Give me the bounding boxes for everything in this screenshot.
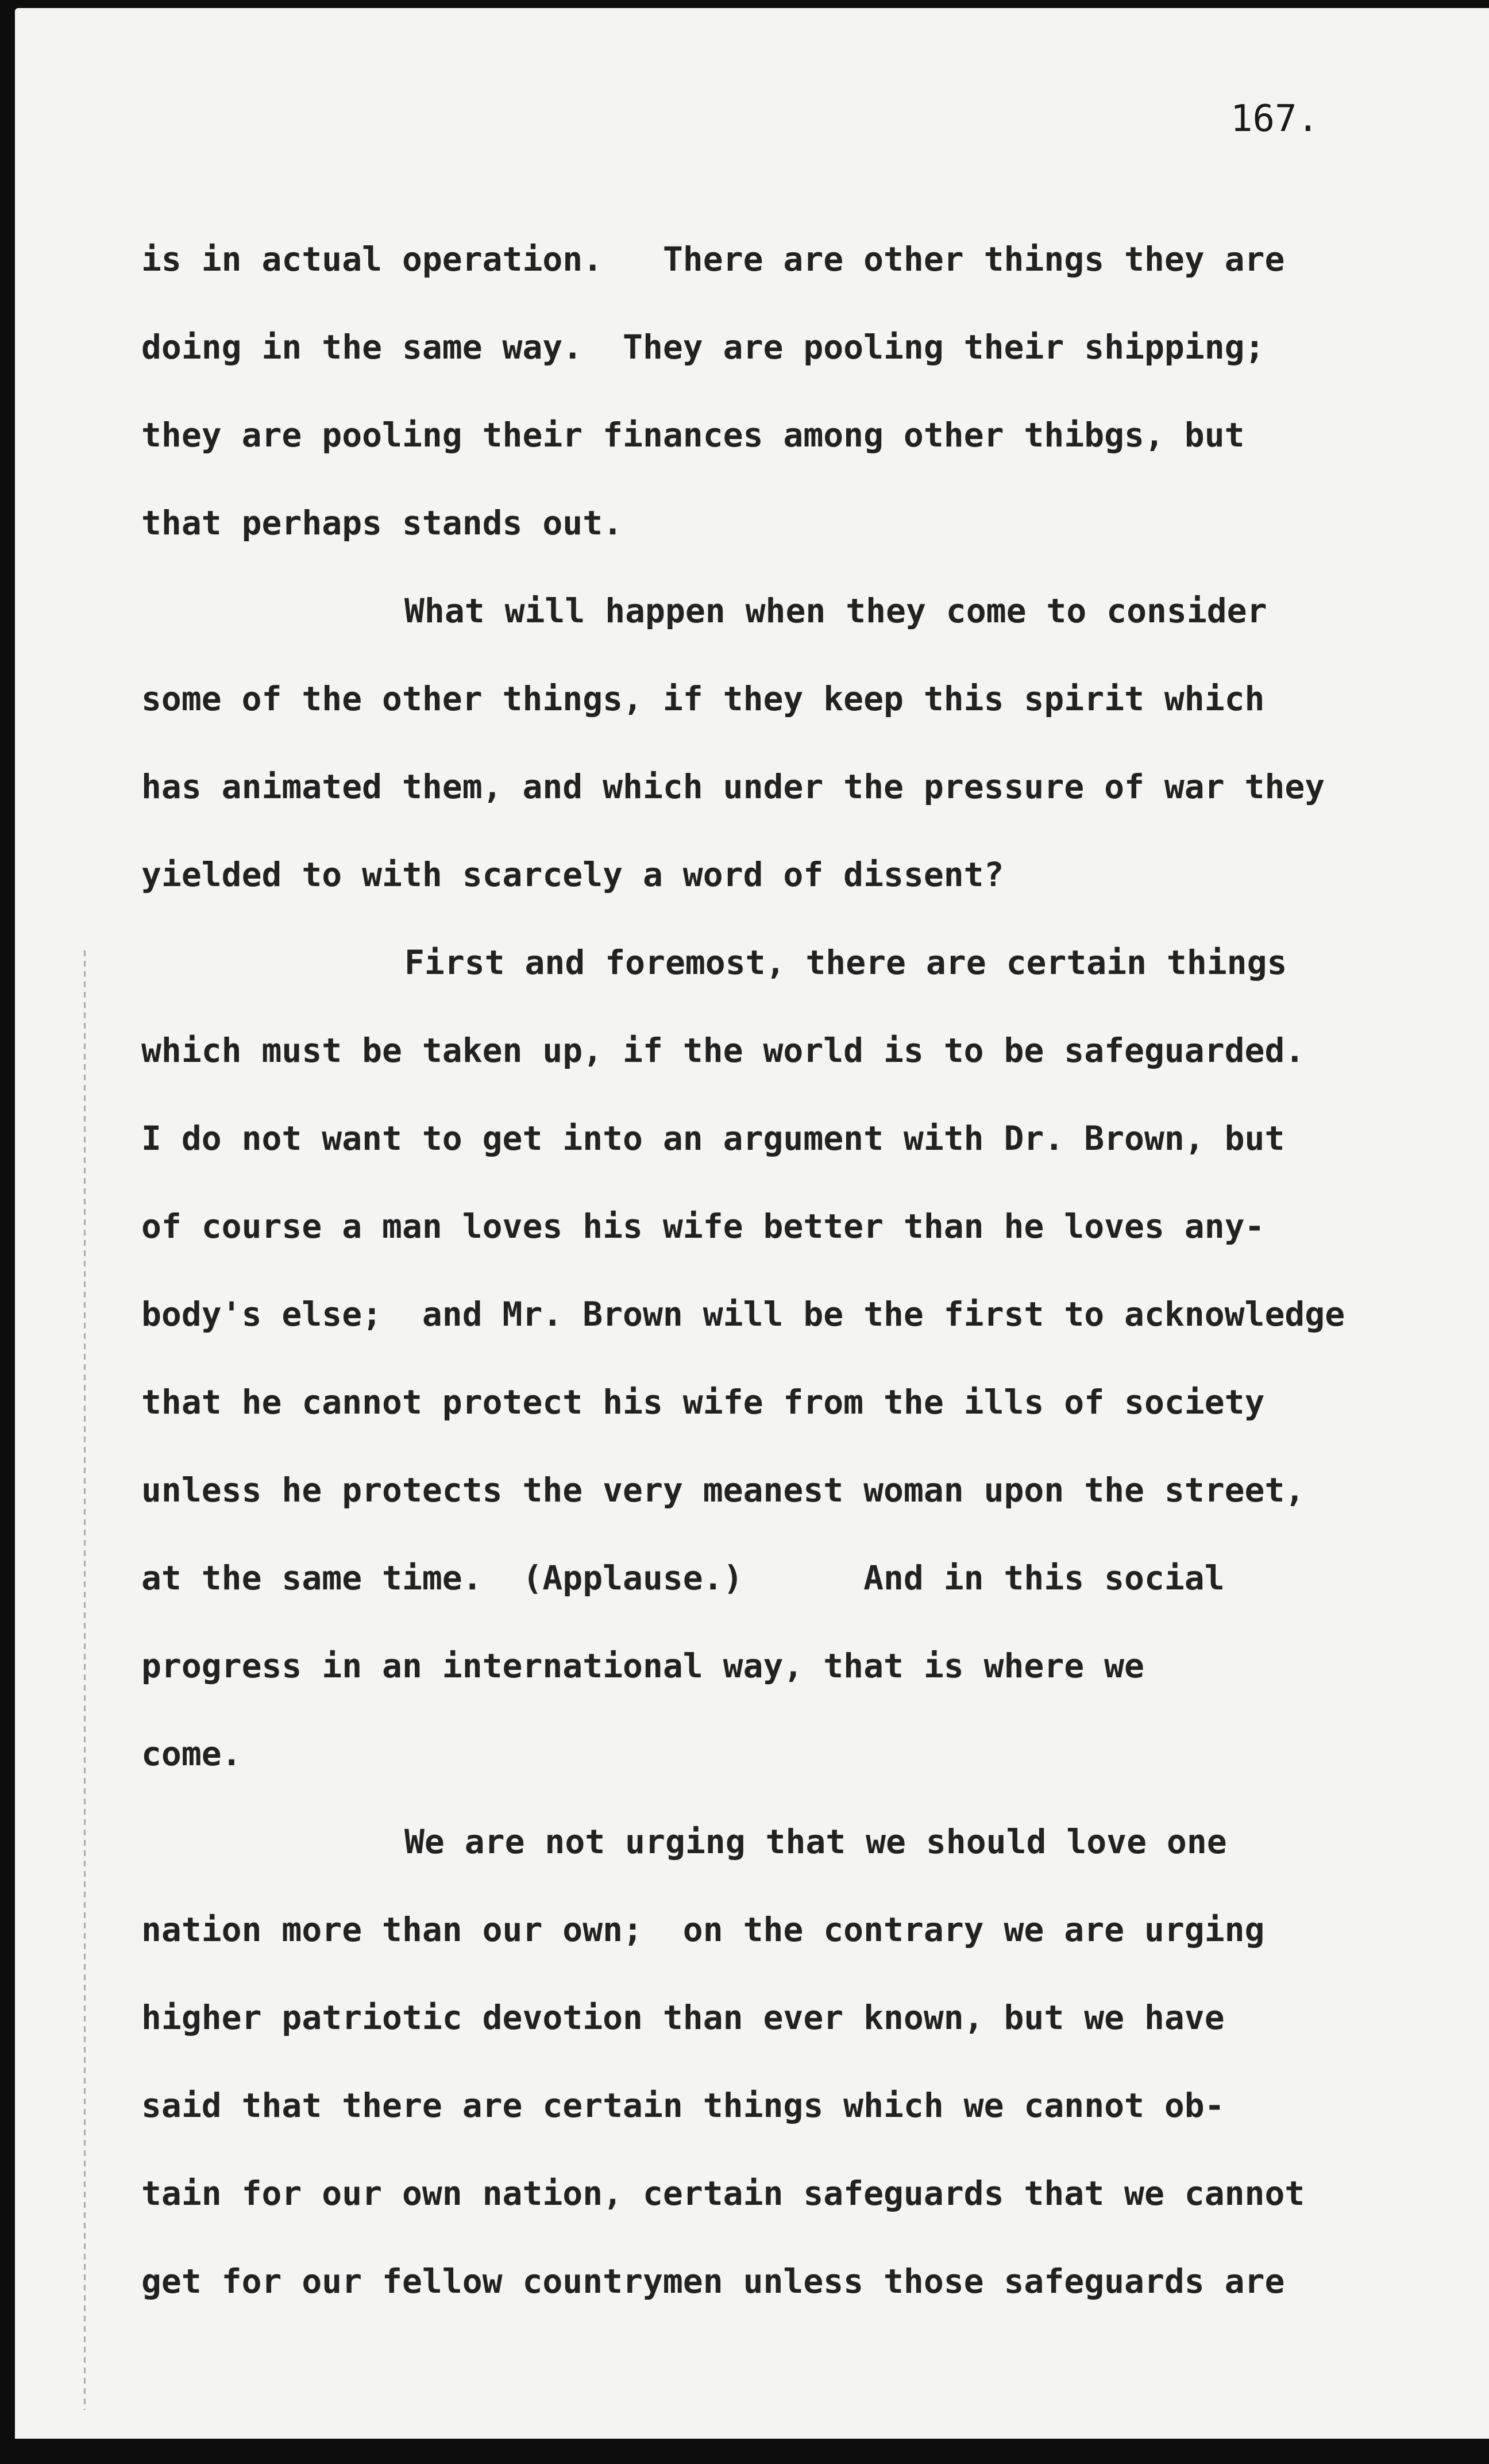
text-line: that perhaps stands out. [141, 503, 623, 542]
text-line: come. [141, 1734, 242, 1773]
text-line: progress in an international way, that is where we [141, 1646, 1144, 1685]
text-line: higher patriotic devotion than ever known, but we have [141, 1998, 1225, 2037]
text-line: which must be taken up, if the world is to be safeguarded. [141, 1031, 1305, 1070]
text-line: some of the other things, if they keep this spirit which [141, 679, 1265, 718]
text-line: has animated them, and which under the pressure of war they [141, 767, 1325, 806]
text-line: doing in the same way. They are pooling their shipping; [141, 328, 1265, 367]
text-line: said that there are certain things which we cannot ob- [141, 2086, 1225, 2125]
text-line: get for our fellow countrymen unless those safeguards are [141, 2262, 1285, 2301]
text-line: is in actual operation. There are other things they are [141, 240, 1285, 279]
text-line: that he cannot protect his wife from the ills of society [141, 1383, 1265, 1422]
text-line: yielded to with scarcely a word of dissent? [141, 855, 1004, 894]
page-number: 167. [1230, 98, 1320, 140]
scan-bottom-edge [0, 2439, 1489, 2464]
text-line: tain for our own nation, certain safeguards that we cannot [141, 2174, 1305, 2213]
text-line: I do not want to get into an argument with Dr. Brown, but [141, 1119, 1285, 1158]
text-line: of course a man loves his wife better than he loves any- [141, 1207, 1265, 1246]
text-line: they are pooling their finances among other thibgs, but [141, 415, 1245, 455]
text-line: What will happen when they come to consider [404, 591, 1267, 630]
left-margin-rule [84, 950, 86, 2410]
text-line: First and foremost, there are certain things [404, 943, 1287, 982]
text-line: nation more than our own; on the contrary we are urging [141, 1910, 1265, 1949]
text-line: We are not urging that we should love one [404, 1822, 1227, 1861]
text-line: unless he protects the very meanest woman upon the street, [141, 1470, 1305, 1510]
text-line: body's else; and Mr. Brown will be the first to acknowledge [141, 1295, 1345, 1334]
text-line: at the same time. (Applause.) And in this social [141, 1558, 1225, 1597]
